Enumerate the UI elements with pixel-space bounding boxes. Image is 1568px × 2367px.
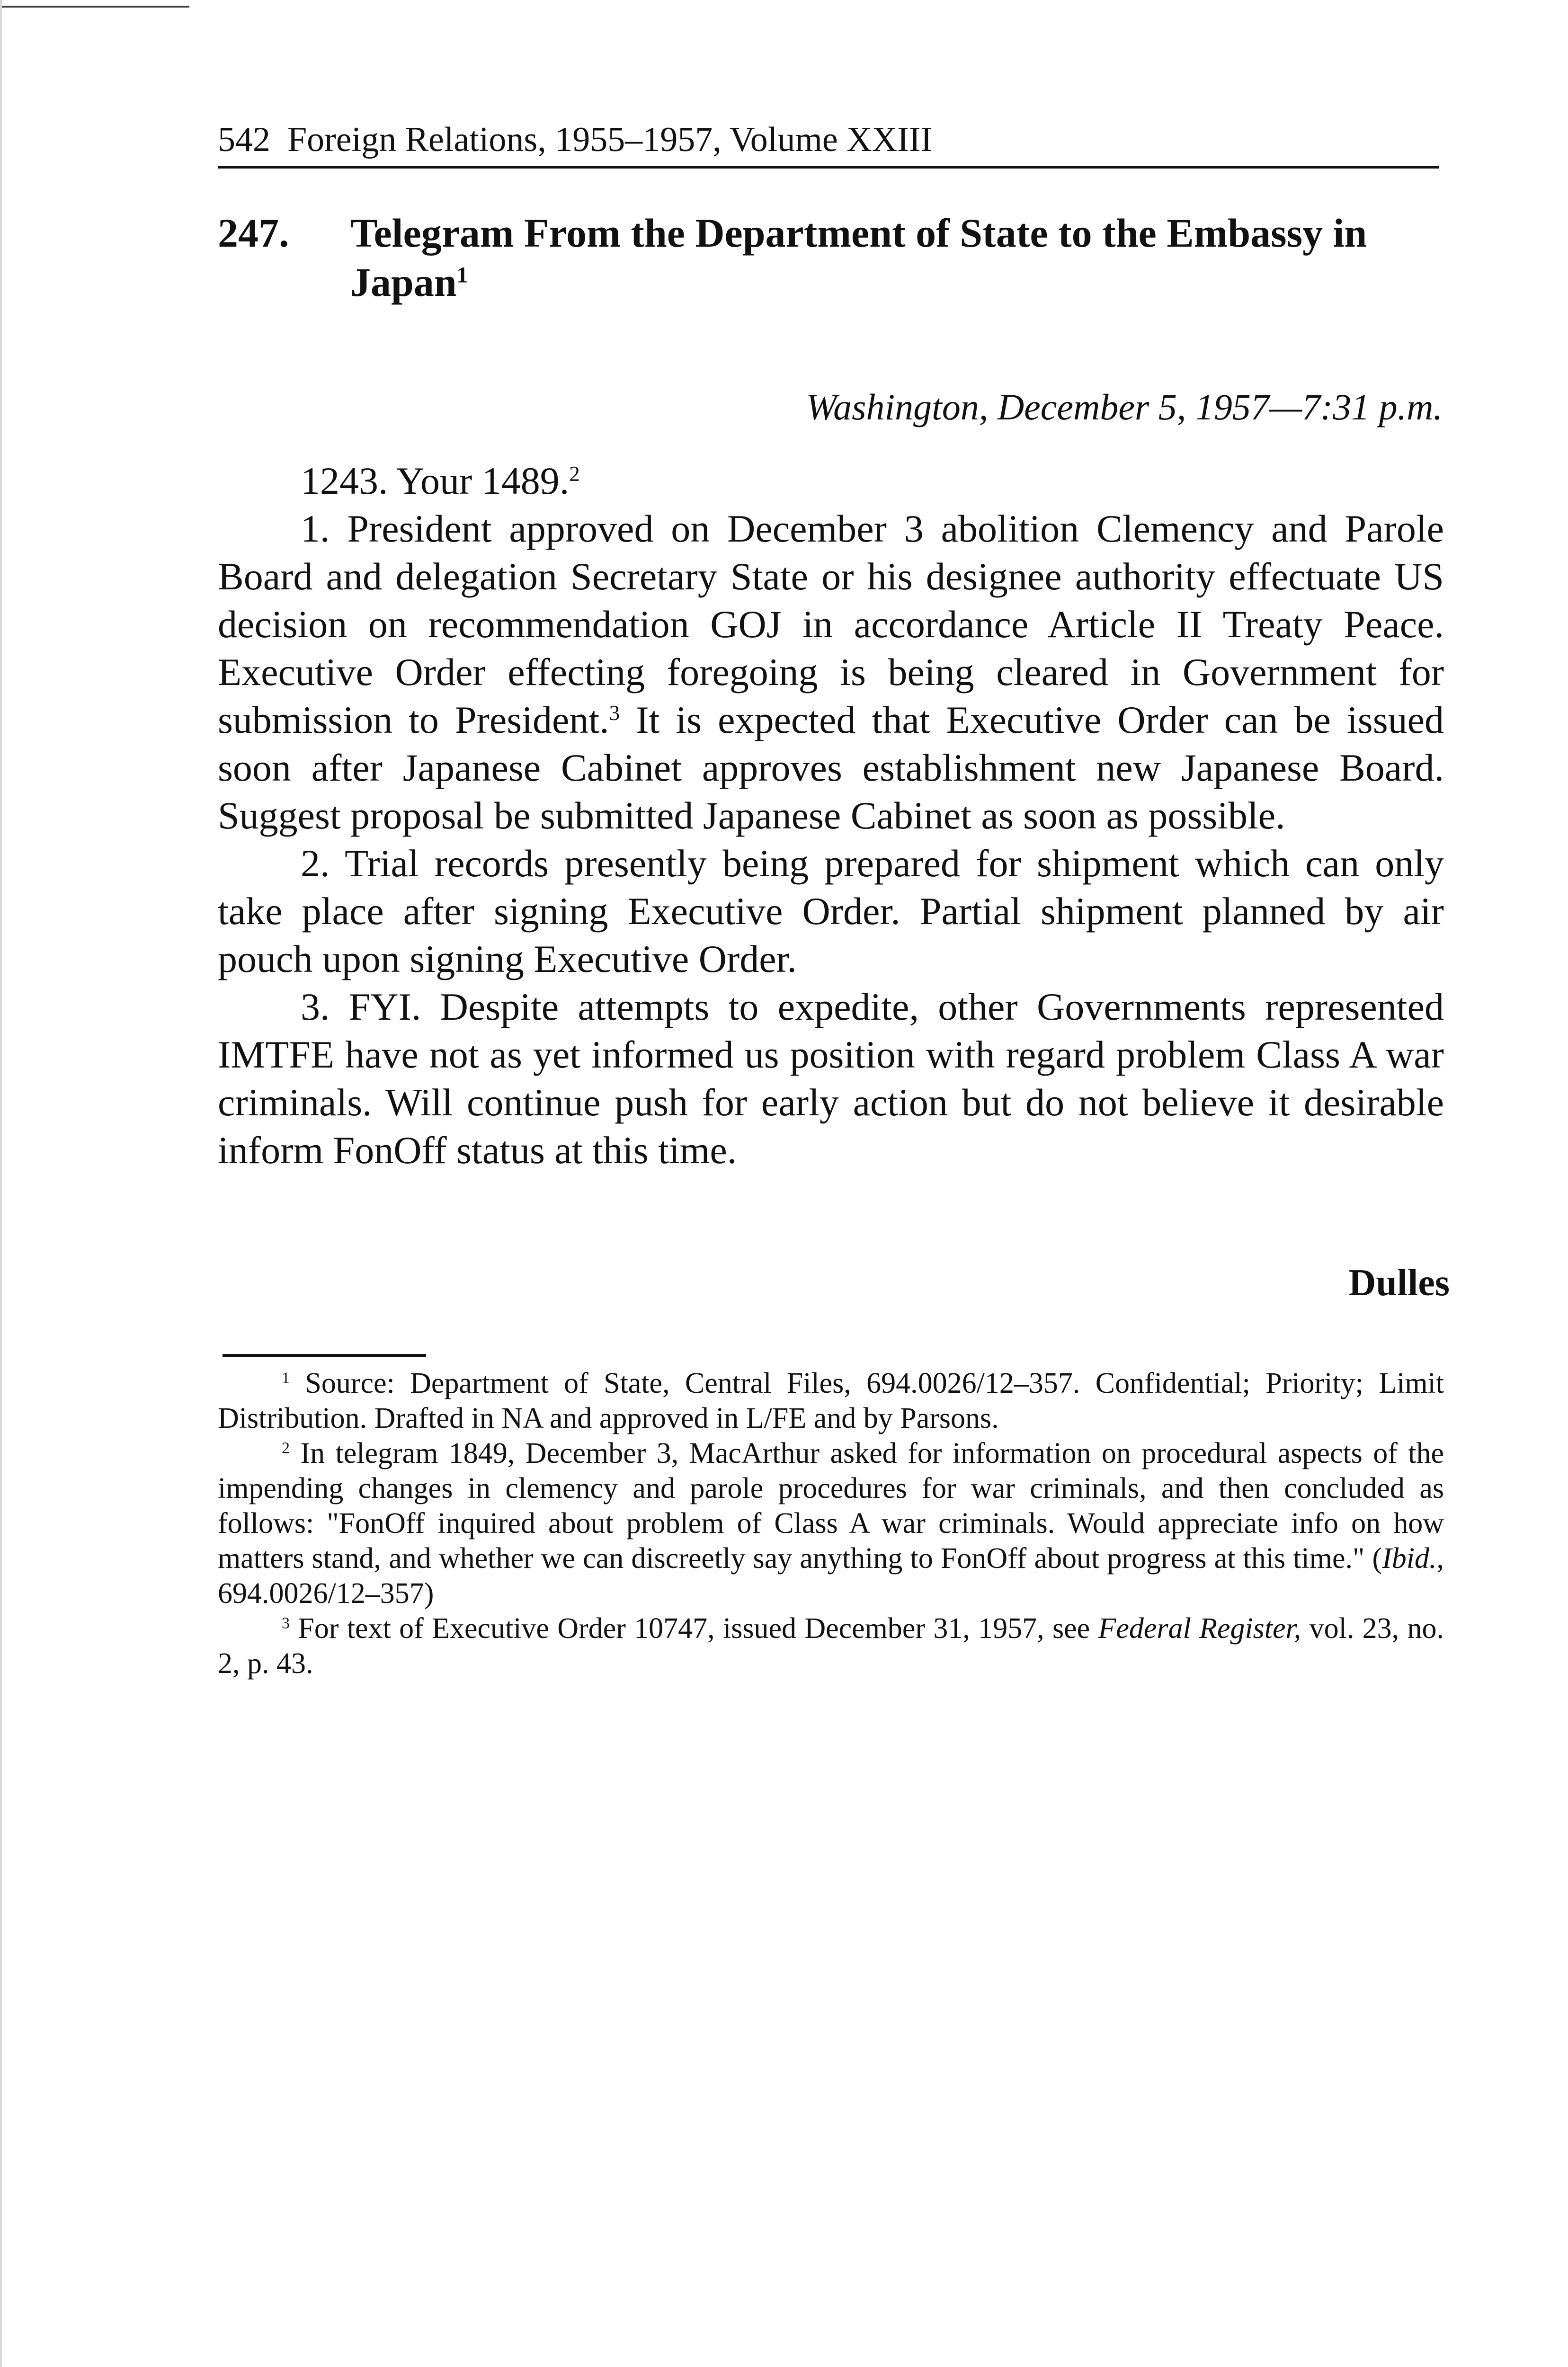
footnote-3-source: Federal Register,: [1098, 1612, 1301, 1645]
volume-title: Foreign Relations, 1955–1957, Volume XXIII: [287, 120, 933, 159]
scan-edge-line: [0, 6, 189, 8]
reference-line: [218, 457, 1444, 505]
footnote-2-end: , 694.0026/12–357): [218, 1542, 1444, 1610]
reference-text: 1243. Your 1489.: [301, 459, 570, 502]
footnote-2-mark: 2: [282, 1439, 290, 1457]
footnote-3: [218, 1611, 1444, 1681]
footnote-ref-2[interactable]: 2: [569, 462, 580, 486]
page-number: 542: [218, 120, 270, 159]
paragraph-1: [218, 505, 1444, 839]
document-number: 247.: [218, 210, 289, 256]
paragraph-2: 2. Trial records presently being prepared for shipment which can only take place after signing Executive Order. Partial shipment planned by air pouch upon signing Executive Order.: [218, 842, 1444, 980]
footnote-3-end: vol. 23, no. 2, p. 43.: [218, 1612, 1444, 1680]
paragraph-3: 3. FYI. Despite attempts to expedite, other Governments represented IMTFE have not as yet informed us position with regard problem Class A war criminals. Will continue push for early action but do not believe it desirable inform FonOff status at this time.: [218, 985, 1444, 1172]
dateline: Washington, December 5, 1957—7:31 p.m.: [806, 386, 1443, 427]
signature: Dulles: [1348, 1262, 1450, 1304]
footnote-ref-1[interactable]: 1: [456, 263, 468, 288]
footnote-3-text: For text of Executive Order 10747, issued December 31, 1957, see: [298, 1612, 1098, 1645]
paragraph-1-part-b: It is expected that Executive Order can be issued soon after Japanese Cabinet approves establishment new Japanese Board. Suggest proposal be submitted Japanese Cabinet as soon as possible.: [218, 698, 1444, 837]
footnote-2: [218, 1436, 1444, 1611]
footnote-divider: [223, 1354, 426, 1357]
footnotes: [218, 1366, 1444, 1681]
footnote-ref-3[interactable]: 3: [609, 701, 620, 725]
footnote-1-mark: 1: [282, 1369, 290, 1387]
running-head: [218, 116, 1439, 169]
document-title-text: Telegram From the Department of State to the Embassy in Japan: [350, 210, 1367, 305]
telegram-body: [218, 457, 1444, 1174]
footnote-1: [218, 1366, 1444, 1436]
paragraph-1-part-a: 1. President approved on December 3 abolition Clemency and Parole Board and delegation Secretary State or his designee authority effectuate US decision on recommendation GOJ in accordance Article II Treaty Peace. Executive Order effecting foregoing is being cleared in Government for submission to President.: [218, 507, 1444, 741]
footnote-3-mark: 3: [282, 1614, 290, 1632]
document-title: [350, 208, 1449, 307]
footnote-2-text: In telegram 1849, December 3, MacArthur asked for information on procedural aspects of the impending changes in clemency and parole procedures for war criminals, and then concluded as follows: "FonOff inquired about problem of Class A war criminals. Would appreciate info on how matters stand, and whether we can discreetly say anything to FonOff about progress at this time." (: [218, 1437, 1444, 1575]
scan-edge-shadow: [0, 0, 2, 2367]
footnote-2-ibid: Ibid.: [1382, 1542, 1437, 1575]
footnote-1-text: Source: Department of State, Central Files, 694.0026/12–357. Confidential; Priority; Limit Distribution. Drafted in NA and approved in L/FE and by Parsons.: [218, 1367, 1444, 1434]
